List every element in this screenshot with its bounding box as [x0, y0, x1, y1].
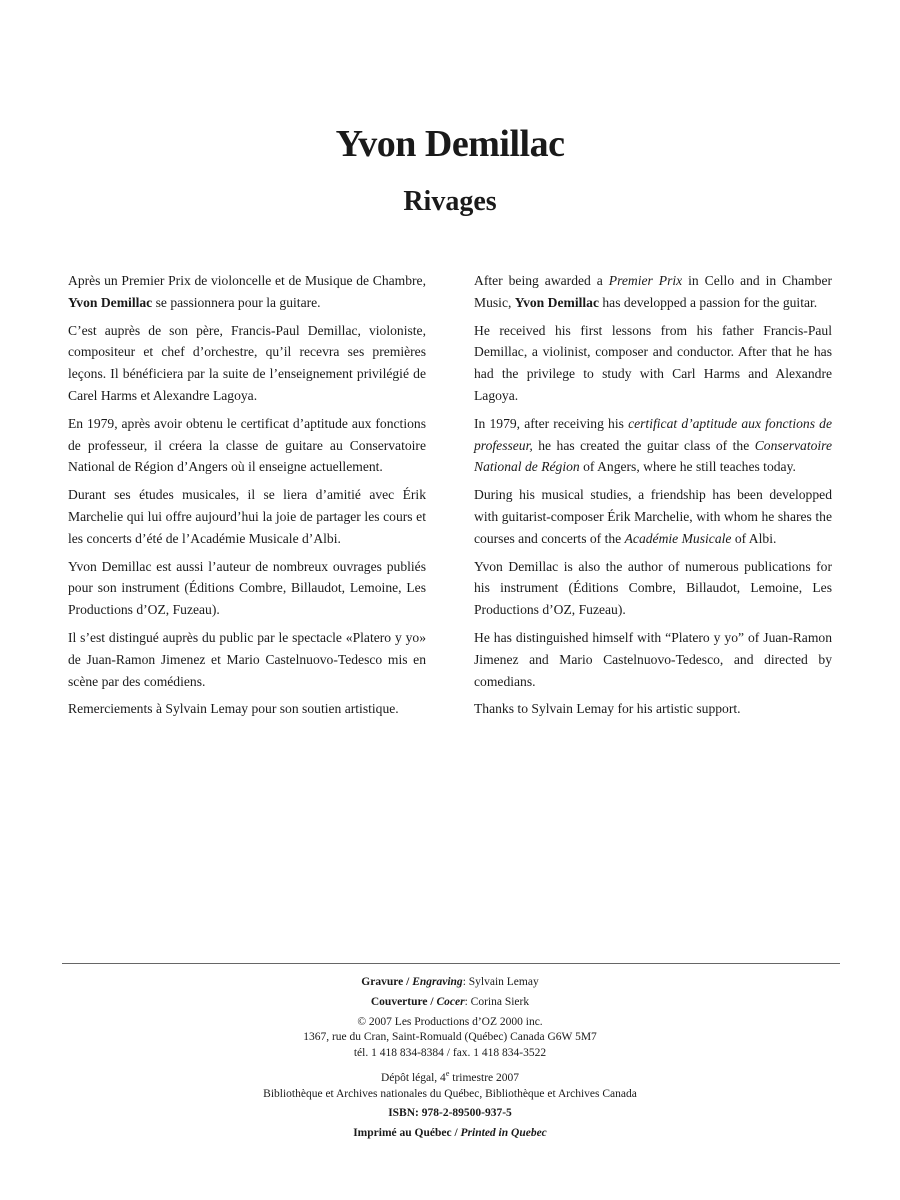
french-column [68, 270, 426, 726]
en-paragraph-6: He has distinguished himself with “Platero y yo” of Juan-Ramon Jimenez and Mario Castelnuovo-Tedesco, and directed by comedians. [474, 629, 832, 689]
en-paragraph-1: After being awarded a Premier Prix in Cello and in Chamber Music, Yvon Demillac has developped a passion for the guitar. [474, 273, 833, 310]
credits-block [0, 975, 900, 1142]
fr-paragraph-6: Il s’est distingué auprès du public par le spectacle «Platero y yo» de Juan-Ramon Jimenez et Mario Castelnuovo-Tedesco mis en scène par des comédiens. [68, 629, 426, 689]
footer-divider [62, 963, 840, 964]
en-paragraph-7: Thanks to Sylvain Lemay for his artistic support. [474, 701, 741, 717]
en-paragraph-2: He received his first lessons from his father Francis-Paul Demillac, a violinist, composer and conductor. After that he has had the privilege to study with Carl Harms and Alexandre Lagoya. [474, 322, 832, 403]
isbn-line: ISBN: 978-2-89500-937-5 [388, 1107, 512, 1120]
piece-title: Rivages [403, 186, 497, 217]
copyright-line: © 2007 Les Productions d’OZ 2000 inc. [357, 1015, 543, 1028]
fr-paragraph-7: Remerciements à Sylvain Lemay pour son soutien artistique. [68, 701, 399, 717]
en-paragraph-5: Yvon Demillac is also the author of numerous publications for his instrument (Éditions Combre, Billaudot, Lemoine, Les Productions d’OZ, Fuzeau). [474, 558, 832, 618]
cover-credit: Couverture / Cocer: Corina Sierk [370, 995, 530, 1008]
fr-paragraph-1: Après un Premier Prix de violoncelle et de Musique de Chambre, Yvon Demillac se passionnera pour la guitare. [68, 273, 426, 310]
fr-paragraph-5: Yvon Demillac est aussi l’auteur de nombreux ouvrages publiés pour son instrument (Éditions Combre, Billaudot, Lemoine, Les Productions d’OZ, Fuzeau). [68, 558, 426, 618]
fr-paragraph-3: En 1979, après avoir obtenu le certificat d’aptitude aux fonctions de professeur, il créera la classe de guitare au Conservatoire National de Région d’Angers où il enseigne actuellement. [68, 415, 426, 475]
libraries-line: Bibliothèque et Archives nationales du Québec, Bibliothèque et Archives Canada [263, 1087, 637, 1100]
en-paragraph-4: During his musical studies, a friendship has been developped with guitarist-composer Érik Marchelie, with whom he shares the courses and concerts of the Académie Musicale of Albi. [474, 487, 832, 546]
fr-paragraph-2: C’est auprès de son père, Francis-Paul Demillac, violoniste, compositeur et chef d’orchestre, qu’il recevra ses premières leçons. Il bénéficiera par la suite de l’enseignement privilégié de Carel Harms et Alexandre Lagoya. [68, 322, 426, 403]
phone-line: tél. 1 418 834-8384 / fax. 1 418 834-3522 [353, 1047, 547, 1060]
printed-line: Imprimé au Québec / Printed in Quebec [353, 1127, 547, 1140]
address-line: 1367, rue du Cran, Saint-Romuald (Québec) Canada G6W 5M7 [303, 1031, 597, 1044]
legal-deposit-line: Dépôt légal, 4e trimestre 2007 [380, 1068, 519, 1084]
fr-paragraph-4: Durant ses études musicales, il se liera d’amitié avec Érik Marchelie qui lui offre aujourd’hui la joie de partager les cours et les concerts d’été de l’Académie Musicale d’Albi. [68, 487, 426, 546]
english-column [474, 270, 832, 726]
engraving-credit: Gravure / Engraving: Sylvain Lemay [361, 976, 539, 988]
en-paragraph-3: In 1979, after receiving his certificat d’aptitude aux fonctions de professeur, he has created the guitar class of the Conservatoire National de Région of Angers, where he still teaches today. [474, 415, 832, 475]
author-name: Yvon Demillac [335, 123, 565, 165]
